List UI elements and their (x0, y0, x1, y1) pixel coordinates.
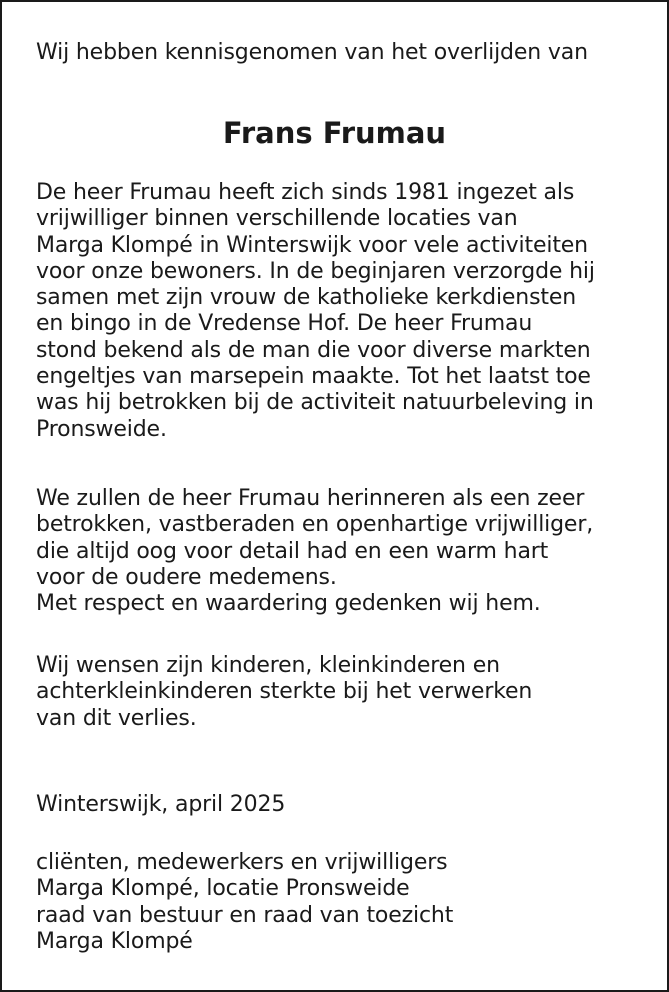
signature-block: cliënten, medewerkers en vrijwilligers Marga Klompé, locatie Pronsweide raad van bestuur en raad van toezicht Marga Klompé (36, 850, 454, 954)
condolence-paragraph: Wij wensen zijn kinderen, kleinkinderen en achterkleinkinderen sterkte bij het verwerken van dit verlies. (36, 653, 533, 731)
tribute-paragraph-2: We zullen de heer Frumau herinneren als een zeer betrokken, vastberaden en openhartige vrijwilliger, die altijd oog voor detail had en een warm hart voor de oudere medemens. Met respect en waardering gedenken wij hem. (36, 486, 594, 617)
tribute-paragraph-1: De heer Frumau heeft zich sinds 1981 ingezet als vrijwilliger binnen verschillende locaties van Marga Klompé in Winterswijk voor vele activiteiten voor onze bewoners. In de beginjaren verzorgde hij samen met zijn vrouw de katholieke kerkdiensten en bingo in de Vredense Hof. De heer Frumau stond bekend als de man die voor diverse markten engeltjes van marsepein maakte. Tot het laatst toe was hij betrokken bij de activiteit natuurbeleving in Pronsweide. (36, 180, 595, 442)
place-and-date: Winterswijk, april 2025 (36, 792, 286, 817)
intro-text: Wij hebben kennisgenomen van het overlijden van (36, 40, 588, 65)
deceased-name: Frans Frumau (222, 116, 447, 150)
